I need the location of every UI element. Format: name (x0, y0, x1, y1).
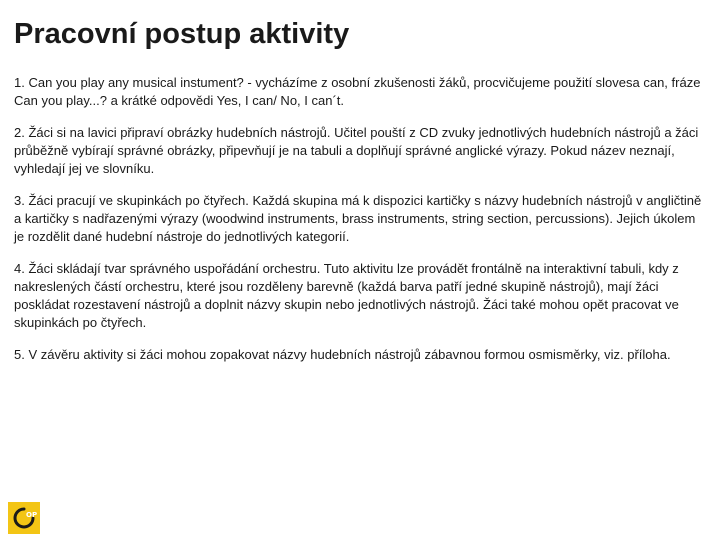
logo-graphic (8, 502, 40, 534)
logo-text: OP (26, 511, 38, 519)
step-4: 4. Žáci skládají tvar správného uspořádání orchestru. Tuto aktivitu lze provádět frontálně na interaktivní tabuli, kdy z nakreslených částí orchestru, které jsou rozděleny barevně (každá barva patří jedné skupině nástrojů), mají žáci poskládat rozestavení nástrojů a doplnit názvy skupin nebo jednotlivých nástrojů. Žáci také mohou opět pracovat ve skupinkách po čtyřech. (14, 261, 679, 330)
step-5: 5. V závěru aktivity si žáci mohou zopakovat názvy hudebních nástrojů zábavnou formou osmisměrky, viz. příloha. (14, 347, 671, 362)
logo-icon (8, 502, 40, 534)
step-1: 1. Can you play any musical instument? - vycházíme z osobní zkušenosti žáků, procvičujeme použití slovesa can, fráze Can you play...? a krátké odpovědi Yes, I can/ No, I can´t. (14, 75, 701, 108)
page-title: Pracovní postup aktivity (14, 18, 350, 50)
steps-list (14, 74, 704, 378)
step-2: 2. Žáci si na lavici připraví obrázky hudebních nástrojů. Učitel pouští z CD zvuky jednotlivých hudebních nástrojů a žáci průběžně vybírají správné obrázky, připevňují je na tabuli a doplňují správné anglické výrazy. Pokud název neznají, vyhledají jej ve slovníku. (14, 125, 699, 176)
step-3: 3. Žáci pracují ve skupinkách po čtyřech. Každá skupina má k dispozici kartičky s názvy hudebních nástrojů v angličtině a kartičky s nadřazenými výrazy (woodwind instruments, brass instruments, string section, percussions). Jejich úkolem je rozdělit dané hudební nástroje do jednotlivých kategorií. (14, 193, 702, 244)
